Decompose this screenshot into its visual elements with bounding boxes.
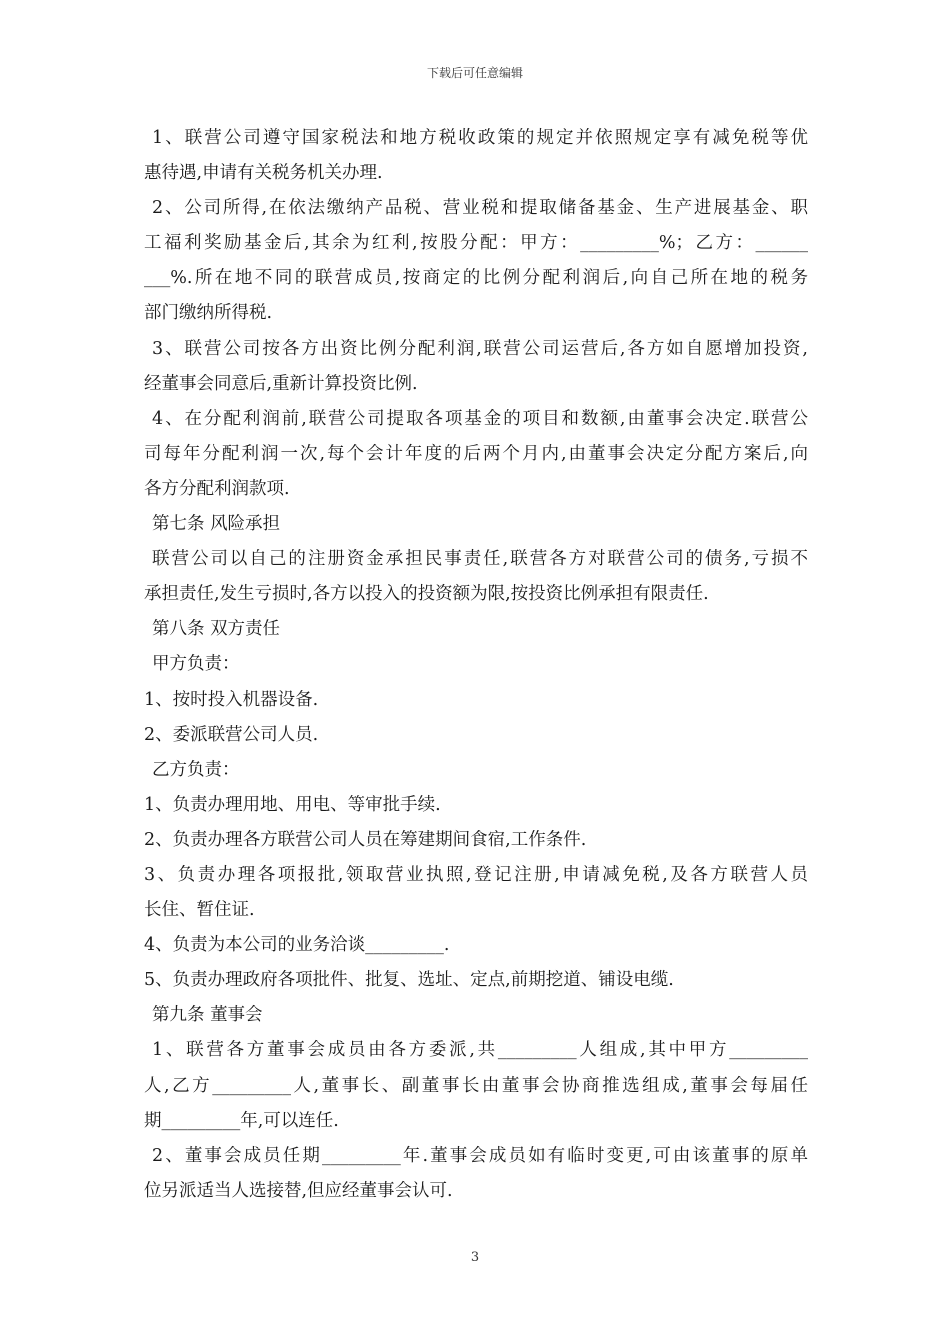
text-line: 2、董事会成员任期_________年.董事会成员如有临时变更,可由该董事的原单 xyxy=(152,1145,808,1166)
text-line: 甲方负责： xyxy=(152,654,240,675)
text-line: 1、联营各方董事会成员由各方委派,共_________人组成,其中甲方_________ xyxy=(152,1040,808,1061)
text-line: 位另派适当人选接替,但应经董事会认可. xyxy=(144,1180,453,1201)
text-line: 1、负责办理用地、用电、等审批手续. xyxy=(144,794,441,815)
text-line: 5、负责办理政府各项批件、批复、选址、定点,前期挖道、铺设电缆. xyxy=(144,970,674,991)
text-line: 期_________年,可以连任. xyxy=(144,1110,339,1131)
text-line: 乙方负责： xyxy=(152,759,240,780)
text-line: 承担责任,发生亏损时,各方以投入的投资额为限,按投资比例承担有限责任. xyxy=(144,584,709,605)
text-line: 4、在分配利润前,联营公司提取各项基金的项目和数额,由董事会决定.联营公 xyxy=(152,408,808,429)
text-line: 长住、暂住证. xyxy=(144,900,255,921)
text-line: 惠待遇,申请有关税务机关办理. xyxy=(144,163,383,184)
text-line: 1、按时投入机器设备. xyxy=(144,689,319,710)
text-line: 第七条 风险承担 xyxy=(152,514,281,535)
text-line: 3、联营公司按各方出资比例分配利润,联营公司运营后,各方如自愿增加投资, xyxy=(152,338,808,359)
text-line: 司每年分配利润一次,每个会计年度的后两个月内,由董事会决定分配方案后,向 xyxy=(144,443,808,464)
text-line: 联营公司以自己的注册资金承担民事责任,联营各方对联营公司的债务,亏损不 xyxy=(152,549,808,570)
page-header: 下载后可任意编辑 xyxy=(426,66,523,80)
text-line: 经董事会同意后,重新计算投资比例. xyxy=(144,373,418,394)
text-line: 第八条 双方责任 xyxy=(152,619,281,640)
text-line: 4、负责为本公司的业务洽谈_________. xyxy=(144,935,450,956)
text-line: 工福利奖励基金后,其余为红利,按股分配：甲方：_________%；乙方：______ xyxy=(144,233,808,254)
document-body xyxy=(144,121,808,1209)
text-line: 人,乙方_________人,董事长、副董事长由董事会协商推选组成,董事会每届任 xyxy=(144,1075,808,1096)
text-line: 1、联营公司遵守国家税法和地方税收政策的规定并依照规定享有减免税等优 xyxy=(152,128,808,148)
text-line: 各方分配利润款项. xyxy=(144,478,290,499)
text-line: 部门缴纳所得税. xyxy=(144,303,273,324)
text-line: 2、公司所得,在依法缴纳产品税、营业税和提取储备基金、生产进展基金、职 xyxy=(152,198,808,219)
text-line: 2、负责办理各方联营公司人员在筹建期间食宿,工作条件. xyxy=(144,829,587,850)
page-number: 3 xyxy=(470,1250,480,1265)
text-line: 3、负责办理各项报批,领取营业执照,登记注册,申请减免税,及各方联营人员 xyxy=(144,864,808,885)
text-line: 2、委派联营公司人员. xyxy=(144,724,319,745)
text-line: 第九条 董事会 xyxy=(152,1005,263,1026)
text-line: ___%.所在地不同的联营成员,按商定的比例分配利润后,向自己所在地的税务 xyxy=(144,268,808,289)
